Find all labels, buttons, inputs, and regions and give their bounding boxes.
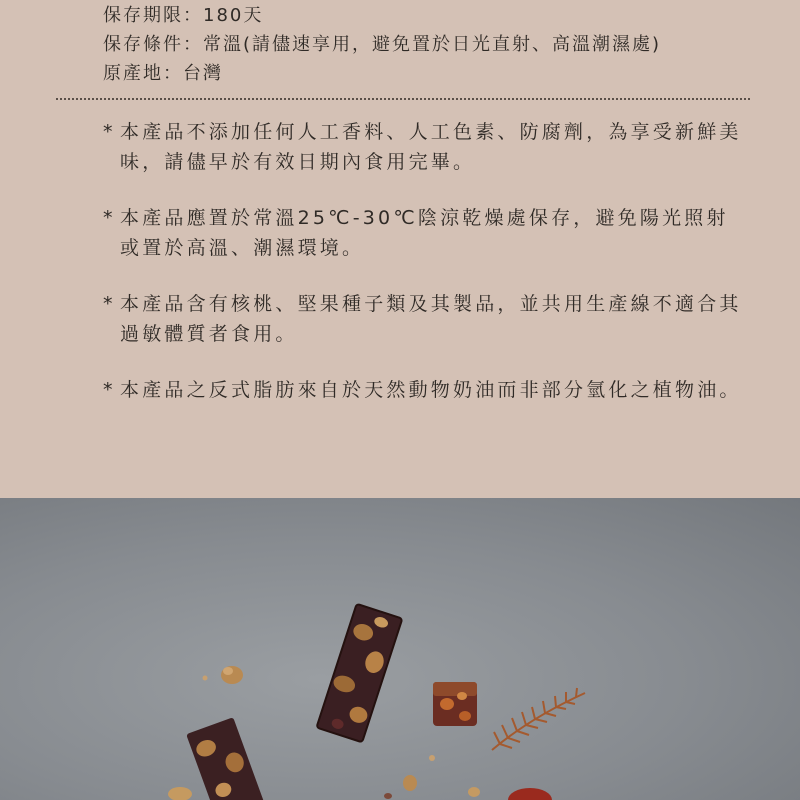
walnut-piece: [168, 787, 192, 800]
date-walnut-bar: [186, 717, 271, 800]
shelf-life-line: 保存期限：180天: [103, 5, 264, 26]
note-text: 本產品應置於常溫25℃-30℃陰涼乾燥處保存，避免陽光照射或置於高溫、潮濕環境。: [120, 207, 729, 259]
walnut-piece: [403, 775, 417, 791]
note-text: 本產品含有核桃、堅果種子類及其製品，並共用生產線不適合其過敏體質者食用。: [120, 293, 742, 345]
crumb: [384, 793, 392, 799]
storage-condition-line: 保存條件：常溫(請儘速享用，避免置於日光直射、高溫潮濕處): [103, 34, 662, 55]
asterisk-marker: *: [103, 379, 116, 401]
product-photo: [0, 498, 800, 800]
note-item: [103, 375, 743, 405]
date-walnut-cube: [433, 682, 477, 726]
asterisk-marker: *: [103, 207, 116, 229]
pine-sprig: [492, 688, 585, 750]
asterisk-marker: *: [103, 121, 116, 143]
date-walnut-bar: [316, 604, 402, 742]
crumb: [429, 755, 435, 761]
note-item: [103, 289, 743, 349]
origin-line: 原產地：台灣: [103, 63, 223, 84]
walnut-piece: [223, 667, 233, 675]
note-item: [103, 117, 743, 177]
crumb: [203, 676, 208, 681]
product-photo-illustration: [0, 498, 800, 800]
crumb: [468, 787, 480, 797]
note-text: 本產品之反式脂肪來自於天然動物奶油而非部分氫化之植物油。: [120, 379, 742, 401]
dotted-divider: [56, 98, 750, 100]
asterisk-marker: *: [103, 293, 116, 315]
note-text: 本產品不添加任何人工香料、人工色素、防腐劑，為享受新鮮美味，請儘早於有效日期內食用完畢。: [120, 121, 742, 173]
note-item: [103, 203, 743, 263]
red-date: [508, 788, 552, 800]
